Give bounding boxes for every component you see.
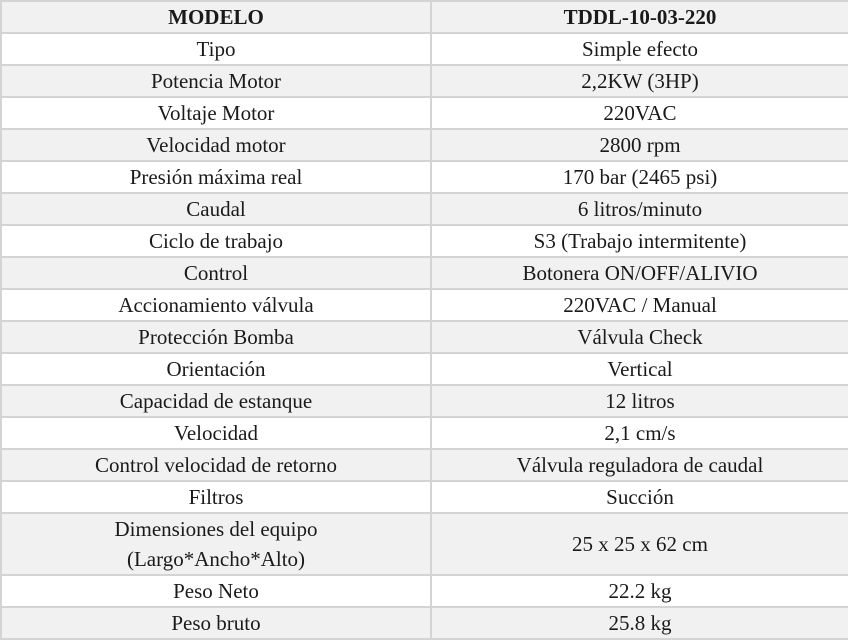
- table-row: [1, 257, 848, 289]
- spec-label: Accionamiento válvula: [1, 289, 431, 321]
- spec-label: Peso bruto: [1, 607, 431, 639]
- table-row: [1, 289, 848, 321]
- table-row: [1, 129, 848, 161]
- table-row: [1, 353, 848, 385]
- spec-value: 12 litros: [431, 385, 848, 417]
- spec-label: Caudal: [1, 193, 431, 225]
- table-row: [1, 161, 848, 193]
- spec-value: Vertical: [431, 353, 848, 385]
- spec-value: 2800 rpm: [431, 129, 848, 161]
- spec-label: Control: [1, 257, 431, 289]
- spec-label: Control velocidad de retorno: [1, 449, 431, 481]
- table-row: [1, 481, 848, 513]
- spec-value: 2,2KW (3HP): [431, 65, 848, 97]
- spec-label: Velocidad: [1, 417, 431, 449]
- table-row: [1, 513, 848, 575]
- spec-label: Presión máxima real: [1, 161, 431, 193]
- spec-label: Velocidad motor: [1, 129, 431, 161]
- table-row: [1, 33, 848, 65]
- spec-label: Protección Bomba: [1, 321, 431, 353]
- table-row: [1, 607, 848, 639]
- spec-value: 22.2 kg: [431, 575, 848, 607]
- table-row: [1, 321, 848, 353]
- table-row: [1, 449, 848, 481]
- table-row: [1, 385, 848, 417]
- spec-value: 25.8 kg: [431, 607, 848, 639]
- spec-value: 220VAC: [431, 97, 848, 129]
- model-value-cell: TDDL-10-03-220: [431, 1, 848, 33]
- spec-value: Válvula reguladora de caudal: [431, 449, 848, 481]
- table-row: [1, 417, 848, 449]
- spec-label: Filtros: [1, 481, 431, 513]
- spec-value: 25 x 25 x 62 cm: [431, 513, 848, 575]
- spec-label: Tipo: [1, 33, 431, 65]
- spec-value: Succión: [431, 481, 848, 513]
- spec-value: Simple efecto: [431, 33, 848, 65]
- spec-value: 170 bar (2465 psi): [431, 161, 848, 193]
- spec-label: Potencia Motor: [1, 65, 431, 97]
- spec-label: Peso Neto: [1, 575, 431, 607]
- spec-label: Voltaje Motor: [1, 97, 431, 129]
- spec-label: Capacidad de estanque: [1, 385, 431, 417]
- spec-value: 220VAC / Manual: [431, 289, 848, 321]
- spec-value: S3 (Trabajo intermitente): [431, 225, 848, 257]
- table-row: [1, 575, 848, 607]
- model-label-cell: MODELO: [1, 1, 431, 33]
- spec-value: 6 litros/minuto: [431, 193, 848, 225]
- table-header-row: [1, 1, 848, 33]
- spec-value: Botonera ON/OFF/ALIVIO: [431, 257, 848, 289]
- table-row: [1, 97, 848, 129]
- table-row: [1, 193, 848, 225]
- spec-label: Orientación: [1, 353, 431, 385]
- spec-label-line-1: Dimensiones del equipo: [114, 517, 318, 541]
- spec-value: 2,1 cm/s: [431, 417, 848, 449]
- spec-label: [1, 513, 431, 575]
- spec-label-line-2: (Largo*Ancho*Alto): [126, 547, 306, 571]
- spec-label: Ciclo de trabajo: [1, 225, 431, 257]
- spec-value: Válvula Check: [431, 321, 848, 353]
- table-row: [1, 65, 848, 97]
- table-row: [1, 225, 848, 257]
